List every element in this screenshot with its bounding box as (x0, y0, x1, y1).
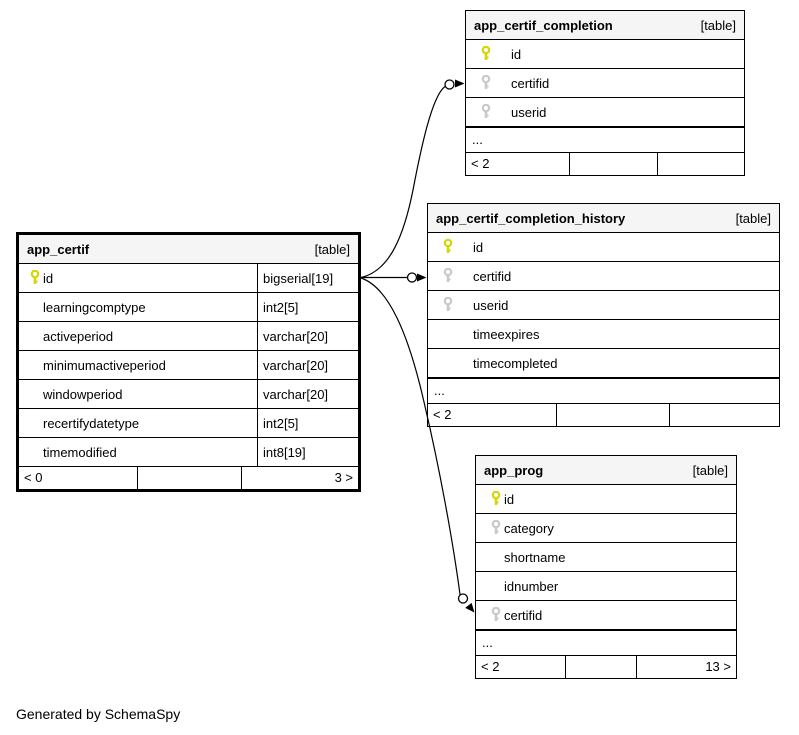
column-row-certifid (466, 69, 744, 98)
cardinality-circle (445, 80, 454, 89)
column-name: timemodified (43, 444, 117, 460)
column-name: recertifydatetype (43, 415, 140, 431)
footer-children: 3 > (334, 470, 353, 485)
table-header[interactable] (466, 11, 744, 40)
primary-key-icon (27, 270, 43, 286)
column-row-id (428, 233, 779, 262)
table-name[interactable]: app_certif_completion_history (436, 210, 626, 226)
no-key-icon (488, 549, 504, 565)
column-name: certifid (504, 607, 543, 623)
column-row-category (476, 514, 736, 543)
cardinality-circle (459, 594, 468, 603)
no-key-icon (440, 326, 456, 342)
table-columns (476, 485, 736, 631)
column-name: timeexpires (473, 326, 540, 342)
footer-parents: < 2 (476, 656, 566, 678)
arrowhead (417, 274, 427, 282)
table-columns (428, 233, 779, 379)
column-name: activeperiod (43, 328, 114, 344)
column-type: varchar[20] (257, 380, 358, 408)
footer-children (670, 404, 779, 426)
primary-key-icon (478, 46, 494, 62)
column-name: userid (473, 297, 509, 313)
table-tag: [table] (735, 210, 771, 226)
no-key-icon (27, 328, 43, 344)
column-type: int8[19] (257, 438, 358, 466)
column-type: int2[5] (257, 293, 358, 321)
no-key-icon (488, 578, 504, 594)
footer-parents: < 0 (19, 467, 138, 489)
column-row-activeperiod (19, 322, 358, 351)
column-name: shortname (504, 549, 566, 565)
no-key-icon (27, 415, 43, 431)
column-row-timecompleted (428, 349, 779, 379)
table-header[interactable] (19, 235, 358, 264)
generated-by-note: Generated by SchemaSpy (16, 706, 181, 722)
table-tag: [table] (314, 241, 350, 257)
table-footer (19, 467, 358, 489)
column-name: idnumber (504, 578, 559, 594)
column-row-userid (466, 98, 744, 128)
column-name: id (473, 239, 484, 255)
primary-key-icon (488, 491, 504, 507)
table-tag: [table] (700, 17, 736, 33)
table-app-certif (16, 232, 361, 492)
no-key-icon (27, 299, 43, 315)
primary-key-icon (440, 239, 456, 255)
footer-middle (566, 656, 637, 678)
foreign-key-icon (478, 104, 494, 120)
table-app-prog (475, 455, 737, 679)
no-key-icon (27, 444, 43, 460)
column-name: id (504, 491, 515, 507)
column-row-certifid (476, 601, 736, 631)
column-row-learningcomptype (19, 293, 358, 322)
column-row-id (476, 485, 736, 514)
footer-middle (557, 404, 670, 426)
column-row-minimumactiveperiod (19, 351, 358, 380)
column-type: bigserial[19] (257, 264, 358, 292)
column-name: learningcomptype (43, 299, 146, 315)
ellipsis-row: ... (428, 379, 779, 404)
cardinality-circle (408, 273, 417, 282)
no-key-icon (27, 357, 43, 373)
column-name: certifid (473, 268, 512, 284)
foreign-key-icon (478, 75, 494, 91)
table-columns (19, 264, 358, 467)
column-row-recertifydatetype (19, 409, 358, 438)
column-type: int2[5] (257, 409, 358, 437)
footer-parents: < 2 (428, 404, 557, 426)
column-row-windowperiod (19, 380, 358, 409)
arrowhead (455, 80, 465, 88)
no-key-icon (440, 355, 456, 371)
foreign-key-icon (488, 520, 504, 536)
column-row-userid (428, 291, 779, 320)
column-row-certifid (428, 262, 779, 291)
column-row-timemodified (19, 438, 358, 467)
no-key-icon (27, 386, 43, 402)
column-name: windowperiod (43, 386, 123, 402)
table-tag: [table] (692, 462, 728, 478)
table-header[interactable] (476, 456, 736, 485)
footer-middle (138, 467, 242, 489)
footer-children: 13 > (705, 659, 731, 674)
column-name: timecompleted (473, 355, 558, 371)
column-row-idnumber (476, 572, 736, 601)
ellipsis-row: ... (476, 631, 736, 656)
table-name[interactable]: app_certif_completion (474, 17, 613, 33)
column-row-id (19, 264, 358, 293)
column-type: varchar[20] (257, 351, 358, 379)
table-columns (466, 40, 744, 128)
footer-parents: < 2 (466, 153, 570, 175)
column-name: userid (511, 104, 547, 120)
table-app-certif-completion-history (427, 203, 780, 427)
column-name: id (43, 270, 54, 286)
foreign-key-icon (488, 607, 504, 623)
table-name[interactable]: app_prog (484, 462, 544, 478)
column-name: minimumactiveperiod (43, 357, 166, 373)
foreign-key-icon (440, 297, 456, 313)
footer-children (658, 153, 744, 175)
table-footer (428, 404, 779, 426)
column-name: certifid (511, 75, 550, 91)
arrowhead (465, 603, 474, 613)
column-row-id (466, 40, 744, 69)
ellipsis-row: ... (466, 128, 744, 153)
column-name: id (511, 46, 522, 62)
table-name[interactable]: app_certif (27, 241, 90, 257)
column-row-shortname (476, 543, 736, 572)
column-name: category (504, 520, 554, 536)
column-type: varchar[20] (257, 322, 358, 350)
footer-middle (570, 153, 658, 175)
table-header[interactable] (428, 204, 779, 233)
table-app-certif-completion (465, 10, 745, 176)
foreign-key-icon (440, 268, 456, 284)
column-row-timeexpires (428, 320, 779, 349)
table-footer (466, 153, 744, 175)
table-footer (476, 656, 736, 678)
